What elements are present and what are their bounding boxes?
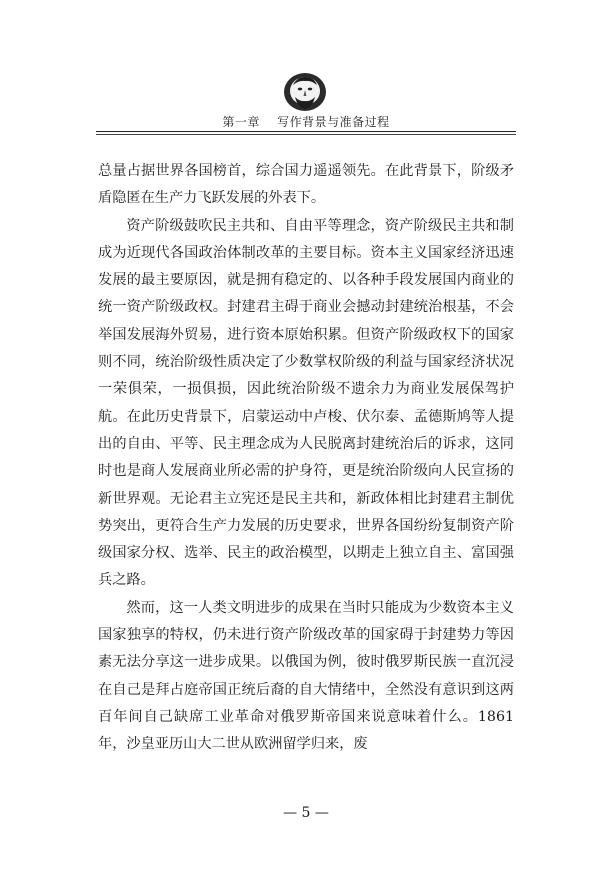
paragraph: 然而，这一人类文明进步的成果在当时只能成为少数资本主义国家独享的特权，仍未进行资产阶级改革的国家碍于封建势力等因素无法分享这一进步成果。以俄国为例，彼时俄罗斯民族一直沉浸在自己是拜占庭帝国正统后裔的自大情绪中，全然没有意识到这两百年间自己缺席工业革命对俄罗斯帝国来说意味着什么。1861 年，沙皇亚历山大二世从欧洲留学归来，废: [98, 599, 514, 753]
chapter-header-title: 第一章 写作背景与准备过程: [222, 115, 390, 129]
body-text: [98, 158, 514, 759]
paragraph: 资产阶级鼓吹民主共和、自由平等理念，资产阶级民主共和制成为近现代各国政治体制改革的主要目标。资本主义国家经济迅速发展的最主要原因，就是拥有稳定的、以各种手段发展国内商业的统一资产阶级政权。封建君主碍于商业会撼动封建统治根基，不会举国发展海外贸易，进行资本原始积累。但资产阶级政权下的国家则不同，统治阶级性质决定了少数掌权阶级的利益与国家经济状况一荣俱荣，一损俱损，因此统治阶级不遗余力为商业发展保驾护航。在此历史背景下，启蒙运动中卢梭、伏尔泰、孟德斯鸠等人提出的自由、平等、民主理念成为人民脱离封建统治后的诉求，这同时也是商人发展商业所必需的护身符，更是统治阶级向人民宣扬的新世界观。无论君主立宪还是民主共和，新政体相比封建君主制优势突出，更符合生产力发展的历史要求，世界各国纷纷复制资产阶级国家分权、选举、民主的政治模型，以期走上独立自主、富国强兵之路。: [98, 217, 514, 589]
paragraph-continued: 总量占据世界各国榜首，综合国力遥遥领先。在此背景下，阶级矛盾隐匿在生产力飞跃发展的外表下。: [98, 163, 514, 207]
page-number: — 5 —: [283, 805, 329, 821]
header-divider: [96, 131, 516, 132]
author-portrait-emblem: [275, 68, 335, 112]
header-divider-thin: [96, 134, 516, 135]
